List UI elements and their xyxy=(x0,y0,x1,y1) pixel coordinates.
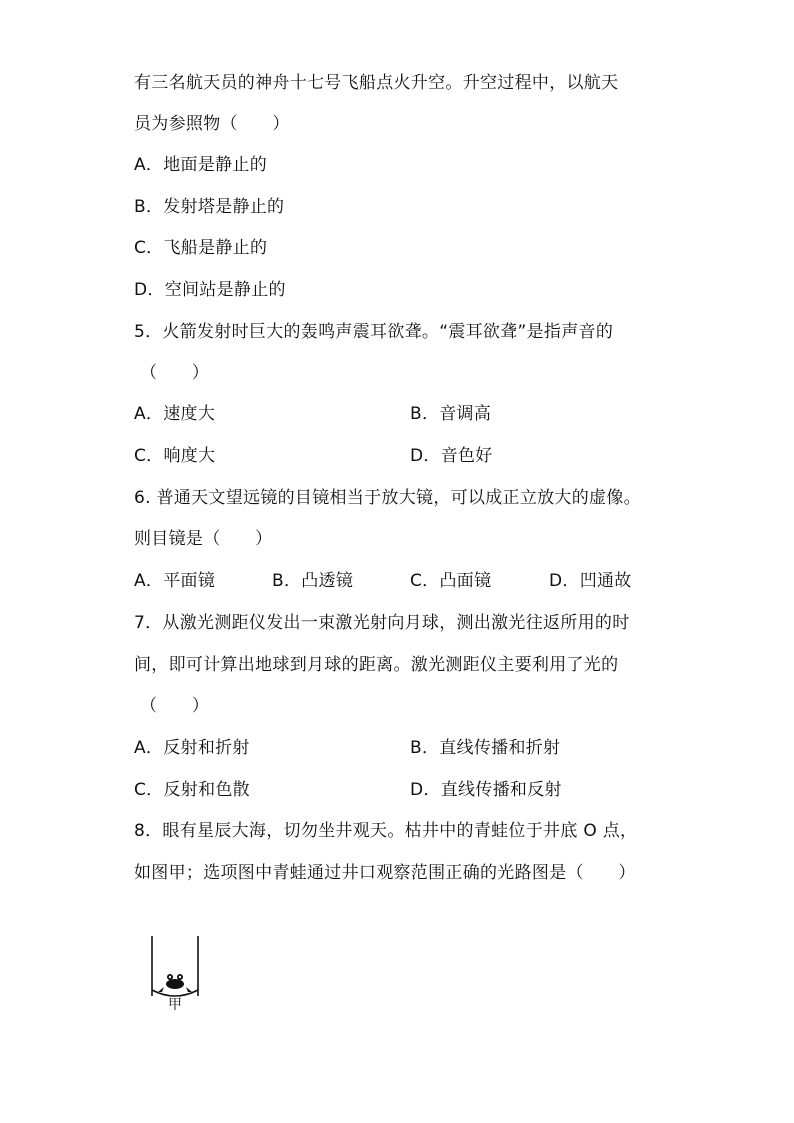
q4-option-c: C．飞船是静止的 xyxy=(134,238,268,258)
q7-stem-line-2: 间，即可计算出地球到月球的距离。激光测距仪主要利用了光的 xyxy=(134,655,619,675)
q7-option-b: B．直线传播和折射 xyxy=(410,738,561,758)
frog-icon xyxy=(158,974,192,992)
q6-option-a: A．平面镜 xyxy=(134,571,216,591)
q6-option-b: B．凸透镜 xyxy=(272,571,354,591)
q4-option-d: D．空间站是静止的 xyxy=(134,280,286,300)
q6-stem-line-2: 则目镜是（ ） xyxy=(134,529,273,549)
q4-stem-line-2: 员为参照物（ ） xyxy=(134,114,290,134)
q6-stem-line-1: 6. 普通天文望远镜的目镜相当于放大镜，可以成正立放大的虚像。 xyxy=(134,488,641,508)
q5-stem-line-2: （ ） xyxy=(140,363,210,383)
q5-option-d: D．音色好 xyxy=(410,446,493,466)
q7-stem-line-1: 7．从激光测距仪发出一束激光射向月球，测出激光往返所用的时 xyxy=(134,613,630,633)
q7-stem-line-3: （ ） xyxy=(140,696,210,716)
q7-option-c: C．反射和色散 xyxy=(134,780,250,800)
q8-stem-line-1: 8．眼有星辰大海，切勿坐井观天。枯井中的青蛙位于井底 O 点， xyxy=(134,821,638,841)
q8-stem-line-2: 如图甲；选项图中青蛙通过井口观察范围正确的光路图是（ ） xyxy=(134,863,636,883)
q4-option-b: B．发射塔是静止的 xyxy=(134,197,285,217)
figure-label-jia: 甲 xyxy=(168,997,182,1013)
q5-stem-line-1: 5．火箭发射时巨大的轰鸣声震耳欲聋。“震耳欲聋”是指声音的 xyxy=(134,322,614,342)
q7-option-d: D．直线传播和反射 xyxy=(410,780,562,800)
q5-option-b: B．音调高 xyxy=(410,404,492,424)
q7-option-a: A．反射和折射 xyxy=(134,738,250,758)
q5-option-a: A．速度大 xyxy=(134,404,216,424)
q6-option-d: D．凹通故 xyxy=(549,571,632,591)
q4-option-a: A．地面是静止的 xyxy=(134,155,268,175)
q4-stem-line-1: 有三名航天员的神舟十七号飞船点火升空。升空过程中，以航天 xyxy=(134,73,619,93)
q6-option-c: C．凸面镜 xyxy=(410,571,492,591)
q5-option-c: C．响度大 xyxy=(134,446,216,466)
